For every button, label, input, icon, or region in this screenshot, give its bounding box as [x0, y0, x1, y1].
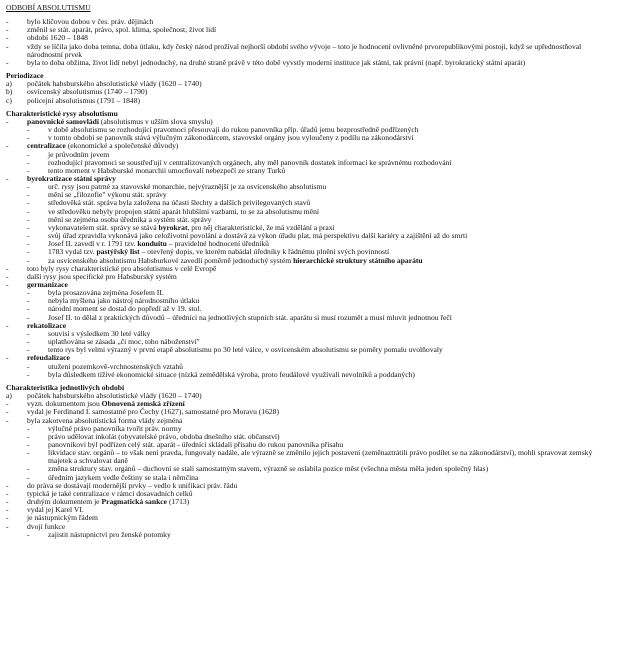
sub-list-item: - tento moment v Habsburské monarchii umocňovalí nebezpečí ze strany Turků: [27, 165, 286, 175]
sub-list-item: - v tomto období se panovník stává výlučným zákonodárcem, stavovské orgány jsou vyloučeny z podílu na zákonodárství: [27, 133, 414, 143]
sub-list-item: - svůj úřad zpravidla vykonává jako celoživotní povolání a dostává za výkon úřadu plat, má perspektivu další kariéry a zajištění až do smrti: [27, 231, 468, 241]
list-item: - typická je také centralizace v rámci dosavadních celků: [6, 488, 193, 498]
sub-list-item: - za osvícenského absolutismu Habsburkové zavedli poměrně jednoduchý systém hierarchické struktury státního aparátu: [27, 255, 423, 265]
dash-marker: -: [6, 33, 9, 43]
sub-list-item: - středověká stát. správa byla založena na účasti šlechty a dalších privilegovaných stavů: [27, 198, 311, 208]
list-item: - refeudalizace: [6, 353, 70, 363]
list-item: b) osvícenský absolutismus (1740 – 1790): [6, 87, 148, 97]
sub-list-item: - Josef II. zavedl v r. 1791 tzv. konduitu – pravidelné hodnocení úředníků: [27, 239, 269, 249]
list-item: - centralizace (ekonomické a společenské důvody): [6, 141, 179, 151]
sub-list-item: - Josef II. to dělal z praktických důvodů – úředníci na jednotlivých stupních stát. aparátu si musí rozumět a musí mluvit jednotnou řečí: [27, 312, 452, 322]
list-item: c) policejní absolutismus (1791 – 1848): [6, 95, 141, 105]
section-heading: Periodizace: [6, 71, 44, 81]
sub-list-item: - zajistit nástupnictví pro ženské potomky: [27, 529, 171, 539]
list-item: - je nástupnickým řádem: [6, 513, 98, 523]
sub-list-item: - byla důsledkem tíživé ekonomické situace (nízká zemědělská výroba, proto feudálové využívali nevolníků a poddaných): [27, 369, 415, 379]
sub-list-item: - ve středověku nebyly propojen státní aparát hlubšími vazbami, to se za absolutismu mění: [27, 206, 319, 216]
list-item: - vyzn. dokumentem jsou Obnovená zemská zřízení: [6, 399, 185, 409]
sub-list-item: - byla prosazována zejména Josefem II.: [27, 288, 164, 298]
title-text: ODBOBÍ ABSOLUTISMU: [6, 3, 91, 12]
section-heading: Charakteristika jednotlivých období: [6, 382, 125, 392]
sub-list-item: - změna struktury stav. orgánů – duchovní se stali samostatným stavem, výrazně se oslabila pozice měst (všechna města měla jeden společný hlas): [27, 464, 489, 474]
sub-list-item: - panovníkovi byl podřízen celý stát. aparát - úředníci skládali přísahu do rukou panovníka přísahu: [27, 439, 344, 449]
sub-list-item: - výlučné právo panovníka tvořit práv. normy: [27, 423, 182, 433]
list-item: - do práva se dostávají modernější prvky – vedlo k unifikaci práv. řádu: [6, 480, 238, 490]
list-item: - byla to doba obžitna, život lidí nebyl jednoduchý, na druhé straně právě v této době vyvstly moderní instituce jak státní, tak právní (např. byrokratický státní aparát): [6, 57, 526, 67]
list-item: - panovnické samovládí (absolutismus v užším slova smyslu): [6, 116, 213, 126]
dash-marker: -: [6, 41, 9, 51]
sub-list-item: - mění se zejména osoba úředníka a systém stát. správy: [27, 214, 212, 224]
sub-list-item: - v době absolutismu se rozhodující pravomoci přesouvají do rukou panovníka příp. úřadů jemu bezprostředně podřízených: [27, 125, 419, 135]
intro-list: [6, 18, 617, 67]
list-item: - germanizace: [6, 280, 68, 289]
document-title: [6, 4, 617, 12]
list-item: - období 1620 – 1848: [6, 33, 88, 43]
list-item: - dvojí funkce: [6, 521, 66, 531]
sub-list-item: - úředním jazykem vedle češtiny se stala i němčina: [27, 472, 199, 482]
rysy-section: [6, 110, 617, 379]
section-heading: Charakteristické rysy absolutismu: [6, 108, 118, 118]
sub-list-item: - souvisí s výsledkem 30 leté války: [27, 328, 151, 338]
list-item: - byla zakotvena absolutistická forma vlády zejména: [6, 415, 183, 425]
sub-list-item: - uplatňována se zásada „či moc, toho náboženství": [27, 337, 200, 347]
sub-list-item: - urč. rysy jsou patrné za stavovské monarchie, nejvýraznější je za osvícenského absolutismu: [27, 182, 327, 192]
sub-list-item: - 1783 vydal tzv. pastýřský list – otevřený dopis, ve kterém nabádal úředníky k řádnému plnění svých povinností: [27, 247, 390, 257]
list-item: - toto byly rysy charakteristické pro absolutismus v celé Evropě: [6, 263, 217, 273]
sub-list-item: - národní moment se dostal do popředí až v 19. stol.: [27, 304, 202, 314]
list-item: a) počátek habsburského absolutistické vlády (1620 – 1740): [6, 79, 202, 89]
list-item: - rekatolizace: [6, 320, 67, 330]
list-item: - vydal jej Karel VI.: [6, 505, 84, 515]
sub-list-item: - likvidace stav. orgánů – to však není pravda, fungovaly nadále, ale výrazně se změnilo jejich postavení (zeměnaztrátili právo podílet se na zákonodárství), mohli spravovat zemský majetek a schvalovat daně: [27, 448, 593, 466]
periodizace-section: [6, 72, 617, 105]
list-item: a) počátek habsburského absolutistické vlády (1620 – 1740): [6, 391, 202, 401]
obdobi-section: [6, 384, 617, 539]
sub-list-item: - je průvodním jevem: [27, 149, 110, 159]
sub-list-item: - vykonavatelem stát. správy se stává byrokrat, pro něj charakteristické, že má vzdělání a praxi: [27, 222, 335, 232]
sub-list-item: - nebyla myšlena jako nástroj národnostního útlaku: [27, 296, 200, 306]
sub-list-item: - mění se „filozofie" výkonu stát. správy: [27, 190, 167, 200]
sub-list-item: - rozhodující pravomoci se soustřeďují v centralizovaných orgánech, aby měl panovník dostatek informací ke správnému rozhodování: [27, 157, 452, 167]
list-item: - vždy se líčila jako doba temna, doba útlaku, kdy český národ prožíval nejhorší období svého vývoje – toto je hodnocení ovlivněné prvorepublikovými postoji, když se upřednostňoval národnostní prvek: [6, 41, 582, 59]
sub-list-item: - utužení pozemkově-vrchnostenských vztahů: [27, 361, 183, 371]
list-item: - byrokratizace státní správy: [6, 173, 116, 183]
sub-list-item: - tento rys byl velmi výrazný v první etapě absolutismu po 30 leté válce, v osvícenském absolutismu se poměry pomalu uvolňovaly: [27, 345, 443, 355]
list-item: - vydal je Ferdinand I. samostatné pro Čechy (1627), samostatné pro Moravu (1628): [6, 407, 280, 417]
list-item: - změnil se stát. aparát, právo, spol. klima, společnost, život lidí: [6, 25, 217, 35]
dash-marker: -: [6, 25, 9, 35]
list-item: - bylo klíčovou dobou v čes. práv. dějinách: [6, 17, 154, 27]
sub-list-item: - právo udělovat inkolát (obyvatelské právo, obdoba dnešního stát. občanství): [27, 431, 280, 441]
list-item: - druhým dokumentem je Pragmatická sankce (1713): [6, 497, 190, 507]
dash-marker: -: [6, 57, 9, 67]
list-item: - další rysy jsou specifické pro Habsburský systém: [6, 271, 177, 281]
dash-marker: -: [6, 17, 9, 27]
